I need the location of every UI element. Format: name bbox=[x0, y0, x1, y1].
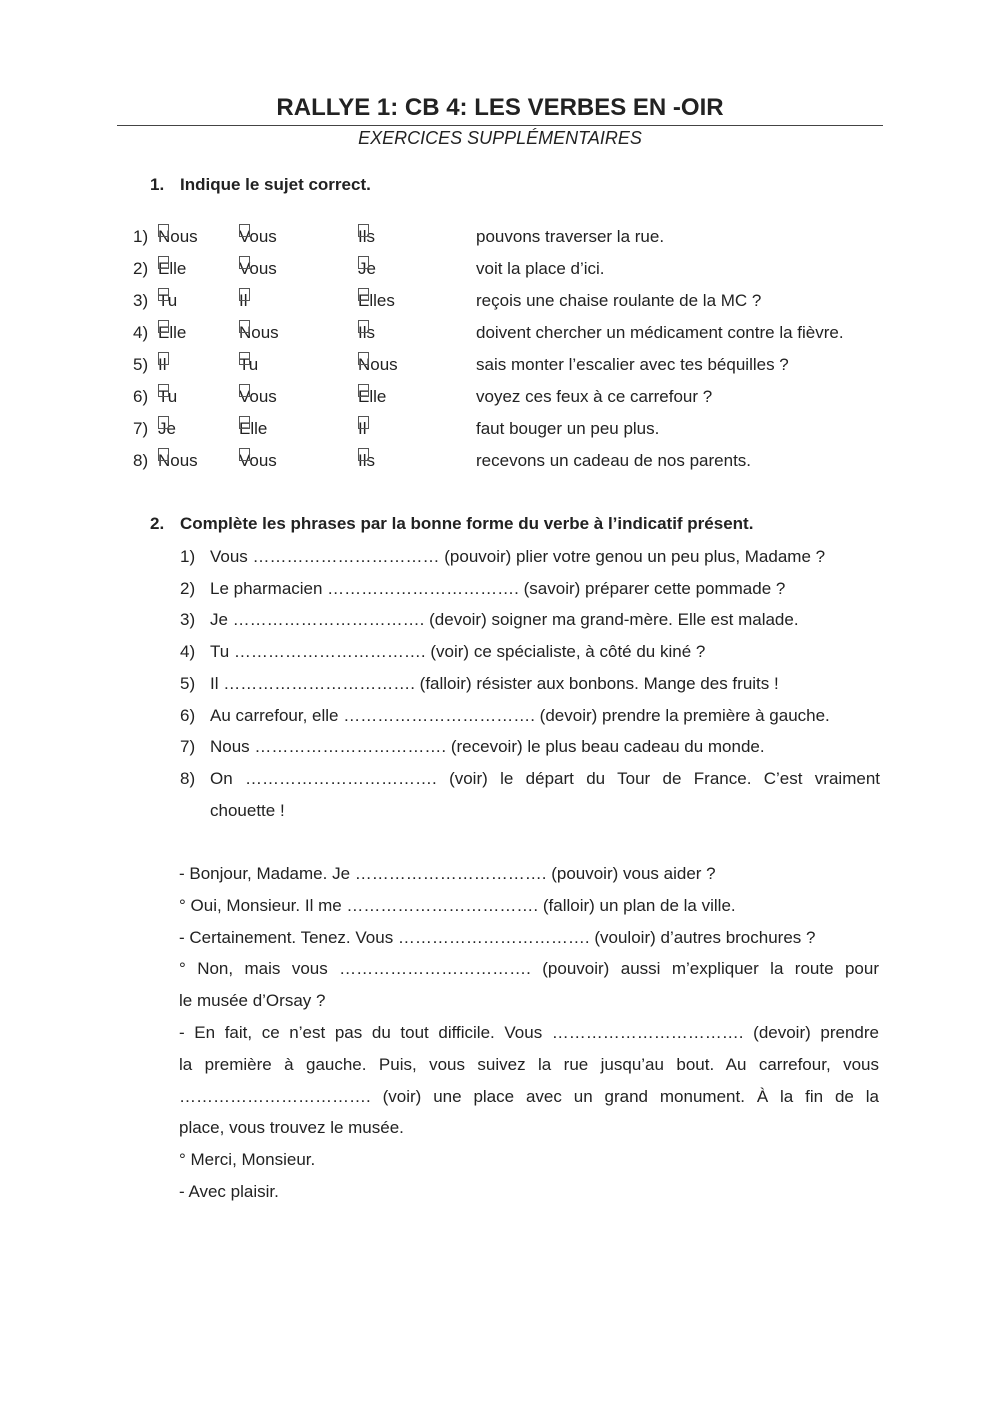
item-text: Nous ……………………………. (recevoir) le plus beau cadeau du monde. bbox=[210, 737, 765, 757]
dialogue-line: ° Merci, Monsieur. bbox=[179, 1150, 316, 1170]
sentence-text: sais monter l’escalier avec tes béquilles ? bbox=[476, 355, 789, 374]
exercise-1-instruction: Indique le sujet correct. bbox=[180, 175, 371, 194]
subject-option[interactable] bbox=[358, 320, 375, 346]
checkbox-icon[interactable] bbox=[239, 384, 250, 397]
subject-option[interactable] bbox=[158, 448, 198, 474]
dialogue-line: - En fait, ce n’est pas du tout difficile. Vous ……………………………. (devoir) prendre bbox=[179, 1023, 879, 1042]
subject-option[interactable] bbox=[158, 320, 186, 346]
item-text: On ……………………………. (voir) le départ du Tour de France. C’est vraiment bbox=[210, 768, 880, 788]
subject-option-label: Il bbox=[358, 419, 367, 438]
dialogue-line: ° Non, mais vous ……………………………. (pouvoir) aussi m’expliquer la route pour bbox=[179, 959, 879, 979]
dialogue-line: - Avec plaisir. bbox=[179, 1182, 279, 1201]
page-subtitle: EXERCICES SUPPLÉMENTAIRES bbox=[358, 128, 642, 148]
page-title: RALLYE 1: CB 4: LES VERBES EN -OIR bbox=[276, 94, 724, 121]
subject-option-label: Ils bbox=[358, 323, 375, 342]
sentence-text: voyez ces feux à ce carrefour ? bbox=[476, 387, 713, 406]
subject-option-label: Ils bbox=[358, 451, 375, 470]
subject-option-label: Je bbox=[358, 259, 376, 278]
subject-option[interactable] bbox=[239, 288, 248, 314]
subject-option[interactable] bbox=[358, 224, 375, 250]
checkbox-icon[interactable] bbox=[158, 352, 169, 365]
title-divider bbox=[117, 125, 883, 126]
subject-option[interactable] bbox=[358, 384, 386, 410]
item-number: 5) bbox=[180, 673, 196, 693]
checkbox-icon[interactable] bbox=[239, 416, 250, 429]
row-number: 5) bbox=[133, 355, 149, 374]
subject-option-label: Tu bbox=[158, 387, 178, 406]
exercise-1-heading bbox=[150, 175, 371, 195]
row-number: 2) bbox=[133, 259, 149, 278]
exercise-2-number: 2. bbox=[150, 514, 165, 533]
dialogue-line: - Certainement. Tenez. Vous ……………………………. (vouloir) d’autres brochures ? bbox=[179, 927, 816, 947]
checkbox-icon[interactable] bbox=[358, 256, 369, 269]
subject-option[interactable] bbox=[239, 352, 258, 378]
item-text: Au carrefour, elle ……………………………. (devoir) prendre la première à gauche. bbox=[210, 705, 830, 725]
dialogue-line: le musée d’Orsay ? bbox=[179, 991, 326, 1011]
subject-option[interactable] bbox=[158, 288, 177, 314]
subject-option-label: Elle bbox=[239, 419, 268, 438]
subject-option-label: Ils bbox=[358, 227, 375, 246]
row-number: 6) bbox=[133, 387, 149, 406]
subject-option[interactable] bbox=[239, 224, 277, 250]
sentence-text: pouvons traverser la rue. bbox=[476, 227, 665, 246]
subject-option-label: Nous bbox=[158, 451, 198, 470]
item-number: 6) bbox=[180, 705, 196, 725]
dialogue-line: - Bonjour, Madame. Je ……………………………. (pouvoir) vous aider ? bbox=[179, 864, 716, 883]
checkbox-icon[interactable] bbox=[158, 320, 169, 333]
dialogue-line: ° Oui, Monsieur. Il me ……………………………. (falloir) un plan de la ville. bbox=[179, 895, 736, 915]
subject-option-label: Il bbox=[158, 355, 167, 374]
item-text: Le pharmacien ……………………………. (savoir) préparer cette pommade ? bbox=[210, 578, 786, 598]
checkbox-icon[interactable] bbox=[358, 288, 369, 301]
checkbox-icon[interactable] bbox=[358, 384, 369, 397]
subject-option-label: Elle bbox=[158, 323, 187, 342]
item-number: 1) bbox=[180, 547, 196, 566]
checkbox-icon[interactable] bbox=[239, 224, 250, 237]
subject-option-label: Nous bbox=[239, 323, 279, 342]
subject-option-label: Nous bbox=[158, 227, 198, 246]
subject-option[interactable] bbox=[358, 448, 375, 474]
checkbox-icon[interactable] bbox=[239, 320, 250, 333]
item-text: Je ……………………………. (devoir) soigner ma grand-mère. Elle est malade. bbox=[210, 610, 799, 630]
subject-option[interactable] bbox=[239, 448, 277, 474]
checkbox-icon[interactable] bbox=[158, 288, 169, 301]
item-number: 7) bbox=[180, 737, 196, 757]
checkbox-icon[interactable] bbox=[239, 448, 250, 461]
sentence-text: recevons un cadeau de nos parents. bbox=[476, 451, 752, 470]
subject-option-label: Nous bbox=[358, 355, 398, 374]
sentence-text: voit la place d’ici. bbox=[476, 259, 605, 278]
subject-option-label: Il bbox=[239, 291, 248, 310]
dialogue-line: la première à gauche. Puis, vous suivez la rue jusqu’au bout. Au carrefour, vous bbox=[179, 1054, 879, 1074]
subject-option-label: Vous bbox=[239, 227, 277, 246]
subject-option[interactable] bbox=[158, 224, 198, 250]
sentence-text: doivent chercher un médicament contre la fièvre. bbox=[476, 323, 844, 342]
row-number: 3) bbox=[133, 291, 149, 310]
checkbox-icon[interactable] bbox=[158, 384, 169, 397]
item-text: Vous …………………………… (pouvoir) plier votre genou un peu plus, Madame ? bbox=[210, 547, 826, 566]
exercise-2-heading bbox=[150, 514, 753, 534]
subject-option-label: Elles bbox=[358, 291, 395, 310]
sentence-text: faut bouger un peu plus. bbox=[476, 419, 660, 438]
checkbox-icon[interactable] bbox=[358, 224, 369, 237]
row-number: 4) bbox=[133, 323, 149, 342]
row-number: 8) bbox=[133, 451, 149, 470]
checkbox-icon[interactable] bbox=[158, 416, 169, 429]
checkbox-icon[interactable] bbox=[239, 288, 250, 301]
item-text: Il ……………………………. (falloir) résister aux bonbons. Mange des fruits ! bbox=[210, 673, 779, 693]
subject-option[interactable] bbox=[158, 384, 177, 410]
dialogue-line: place, vous trouvez le musée. bbox=[179, 1118, 404, 1138]
checkbox-icon[interactable] bbox=[358, 416, 369, 429]
item-text: chouette ! bbox=[210, 800, 285, 820]
checkbox-icon[interactable] bbox=[358, 352, 369, 365]
checkbox-icon[interactable] bbox=[239, 352, 250, 365]
subject-option[interactable] bbox=[158, 416, 176, 442]
item-number: 2) bbox=[180, 578, 196, 598]
item-number: 3) bbox=[180, 610, 196, 630]
checkbox-icon[interactable] bbox=[158, 224, 169, 237]
checkbox-icon[interactable] bbox=[158, 448, 169, 461]
subject-option-label: Elle bbox=[358, 387, 387, 406]
subject-option[interactable] bbox=[239, 320, 279, 346]
subject-option[interactable] bbox=[358, 352, 398, 378]
exercise-1-number: 1. bbox=[150, 175, 165, 194]
checkbox-icon[interactable] bbox=[158, 256, 169, 269]
subject-option[interactable] bbox=[358, 416, 367, 442]
subject-option-label: Je bbox=[158, 419, 176, 438]
item-number: 4) bbox=[180, 642, 196, 662]
row-number: 1) bbox=[133, 227, 149, 246]
subject-option-label: Vous bbox=[239, 259, 277, 278]
dialogue-line: ……………………………. (voir) une place avec un grand monument. À la fin de la bbox=[179, 1086, 879, 1106]
checkbox-icon[interactable] bbox=[358, 448, 369, 461]
sentence-text: reçois une chaise roulante de la MC ? bbox=[476, 291, 762, 310]
subject-option-label: Vous bbox=[239, 387, 277, 406]
subject-option-label: Tu bbox=[239, 355, 259, 374]
subject-option-label: Vous bbox=[239, 451, 277, 470]
item-number: 8) bbox=[180, 768, 196, 788]
item-text: Tu ……………………………. (voir) ce spécialiste, à côté du kiné ? bbox=[210, 642, 706, 662]
exercise-2-instruction: Complète les phrases par la bonne forme du verbe à l’indicatif présent. bbox=[180, 514, 754, 533]
checkbox-icon[interactable] bbox=[358, 320, 369, 333]
subject-option[interactable] bbox=[239, 384, 277, 410]
subject-option[interactable] bbox=[158, 256, 186, 282]
subject-option-label: Tu bbox=[158, 291, 178, 310]
subject-option-label: Elle bbox=[158, 259, 187, 278]
subject-option[interactable] bbox=[358, 256, 376, 282]
subject-option[interactable] bbox=[358, 288, 395, 314]
subject-option[interactable] bbox=[158, 352, 167, 378]
subject-option[interactable] bbox=[239, 256, 277, 282]
row-number: 7) bbox=[133, 419, 149, 438]
subject-option[interactable] bbox=[239, 416, 267, 442]
checkbox-icon[interactable] bbox=[239, 256, 250, 269]
